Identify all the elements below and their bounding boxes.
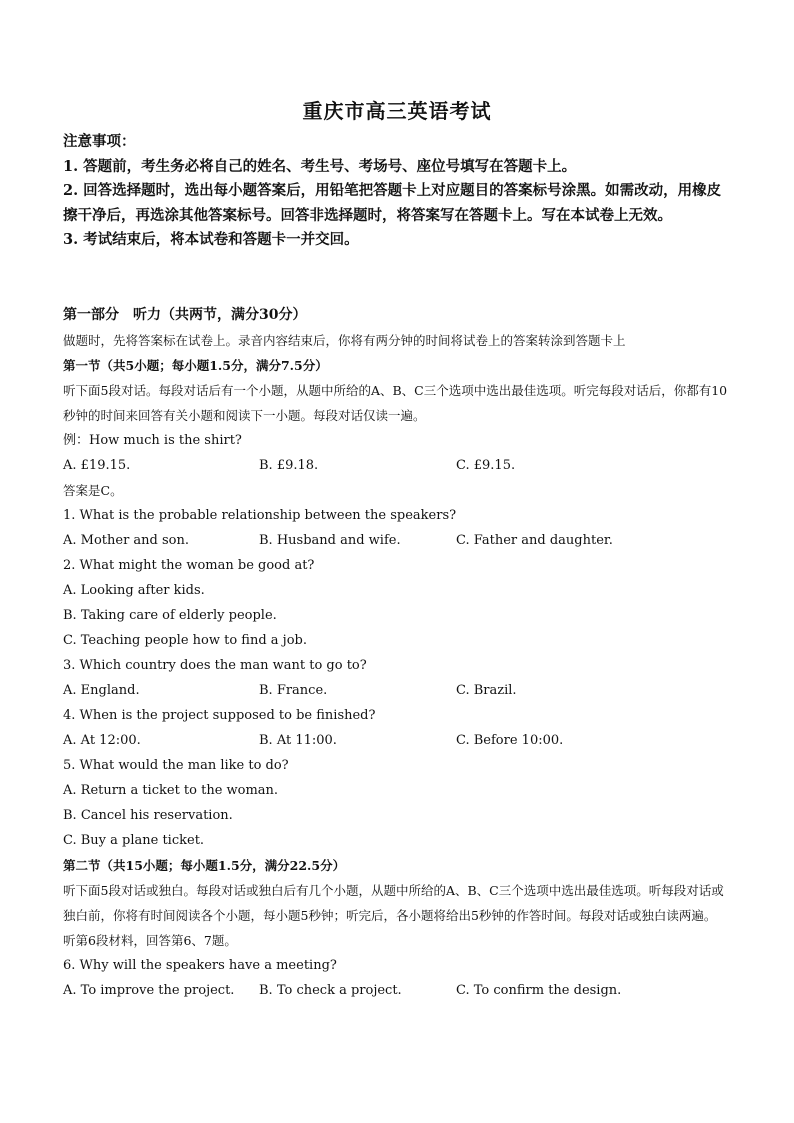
question-4-options	[63, 728, 733, 753]
section2-heading: 第二节（共15小题；每小题1.5分，满分22.5分）	[63, 858, 346, 873]
part1-block	[63, 303, 733, 1003]
notice-item-3: 3. 考试结束后，将本试卷和答题卡一并交回。	[63, 231, 359, 248]
question-6-options	[63, 978, 733, 1003]
example-option-c: C. £9.15.	[456, 458, 516, 473]
q3-option-c: C. Brazil.	[456, 683, 517, 698]
part1-heading: 第一部分 听力（共两节，满分30分）	[63, 307, 307, 323]
q4-option-a: A. At 12:00.	[63, 733, 141, 748]
question-1-options	[63, 528, 733, 553]
question-5: 5. What would the man like to do?	[63, 758, 289, 773]
q2-option-c: C. Teaching people how to find a job.	[63, 633, 307, 648]
q1-option-a: A. Mother and son.	[63, 533, 190, 548]
q1-option-b: B. Husband and wife.	[259, 533, 401, 548]
section1-instruction: 听下面5段对话。每段对话后有一个小题，从题中所给的A、B、C三个选项中选出最佳选项。听完每段对话后，你都有10秒钟的时间来回答有关小题和阅读下一小题。每段对话仅读一遍。	[63, 383, 728, 423]
q4-option-c: C. Before 10:00.	[456, 733, 564, 748]
question-1: 1. What is the probable relationship between the speakers?	[63, 508, 457, 523]
example-option-b: B. £9.18.	[259, 458, 319, 473]
example-answer: 答案是C。	[63, 483, 123, 498]
q6-option-c: C. To confirm the design.	[456, 983, 622, 998]
question-3-options	[63, 678, 733, 703]
q5-option-a: A. Return a ticket to the woman.	[63, 783, 279, 798]
q3-option-a: A. England.	[63, 683, 140, 698]
notice-block	[63, 130, 731, 253]
notice-item-2: 2. 回答选择题时，选出每小题答案后，用铅笔把答题卡上对应题目的答案标号涂黑。如需改动，用橡皮擦干净后，再选涂其他答案标号。回答非选择题时，将答案写在答题卡上。写在本试卷上无效。	[63, 182, 722, 224]
q5-option-b: B. Cancel his reservation.	[63, 808, 233, 823]
q5-option-c: C. Buy a plane ticket.	[63, 833, 205, 848]
part1-instruction: 做题时，先将答案标在试卷上。录音内容结束后，你将有两分钟的时间将试卷上的答案转涂到答题卡上	[63, 333, 626, 348]
section2-instruction: 听下面5段对话或独白。每段对话或独白后有几个小题，从题中所给的A、B、C三个选项中选出最佳选项。听每段对话或独白前，你将有时间阅读各个小题，每小题5秒钟；听完后，各小题将给出5秒钟的作答时间。每段对话或独白读两遍。	[63, 883, 724, 923]
material-6-note: 听第6段材料，回答第6、7题。	[63, 933, 237, 948]
example-question: 例：How much is the shirt?	[63, 433, 242, 448]
q2-option-a: A. Looking after kids.	[63, 583, 205, 598]
q6-option-b: B. To check a project.	[259, 983, 402, 998]
example-options	[63, 453, 733, 478]
q6-option-a: A. To improve the project.	[63, 983, 235, 998]
page-title: 重庆市高三英语考试	[302, 99, 492, 123]
q2-option-b: B. Taking care of elderly people.	[63, 608, 277, 623]
section1-heading: 第一节（共5小题；每小题1.5分，满分7.5分）	[63, 358, 328, 373]
q3-option-b: B. France.	[259, 683, 328, 698]
question-3: 3. Which country does the man want to go to?	[63, 658, 367, 673]
q4-option-b: B. At 11:00.	[259, 733, 337, 748]
question-6: 6. Why will the speakers have a meeting?	[63, 958, 337, 973]
question-2: 2. What might the woman be good at?	[63, 558, 315, 573]
q1-option-c: C. Father and daughter.	[456, 533, 613, 548]
notice-heading: 注意事项：	[63, 133, 136, 150]
notice-item-1: 1. 答题前，考生务必将自己的姓名、考生号、考场号、座位号填写在答题卡上。	[63, 157, 577, 175]
example-option-a: A. £19.15.	[63, 458, 131, 473]
question-4: 4. When is the project supposed to be finished?	[63, 708, 376, 723]
